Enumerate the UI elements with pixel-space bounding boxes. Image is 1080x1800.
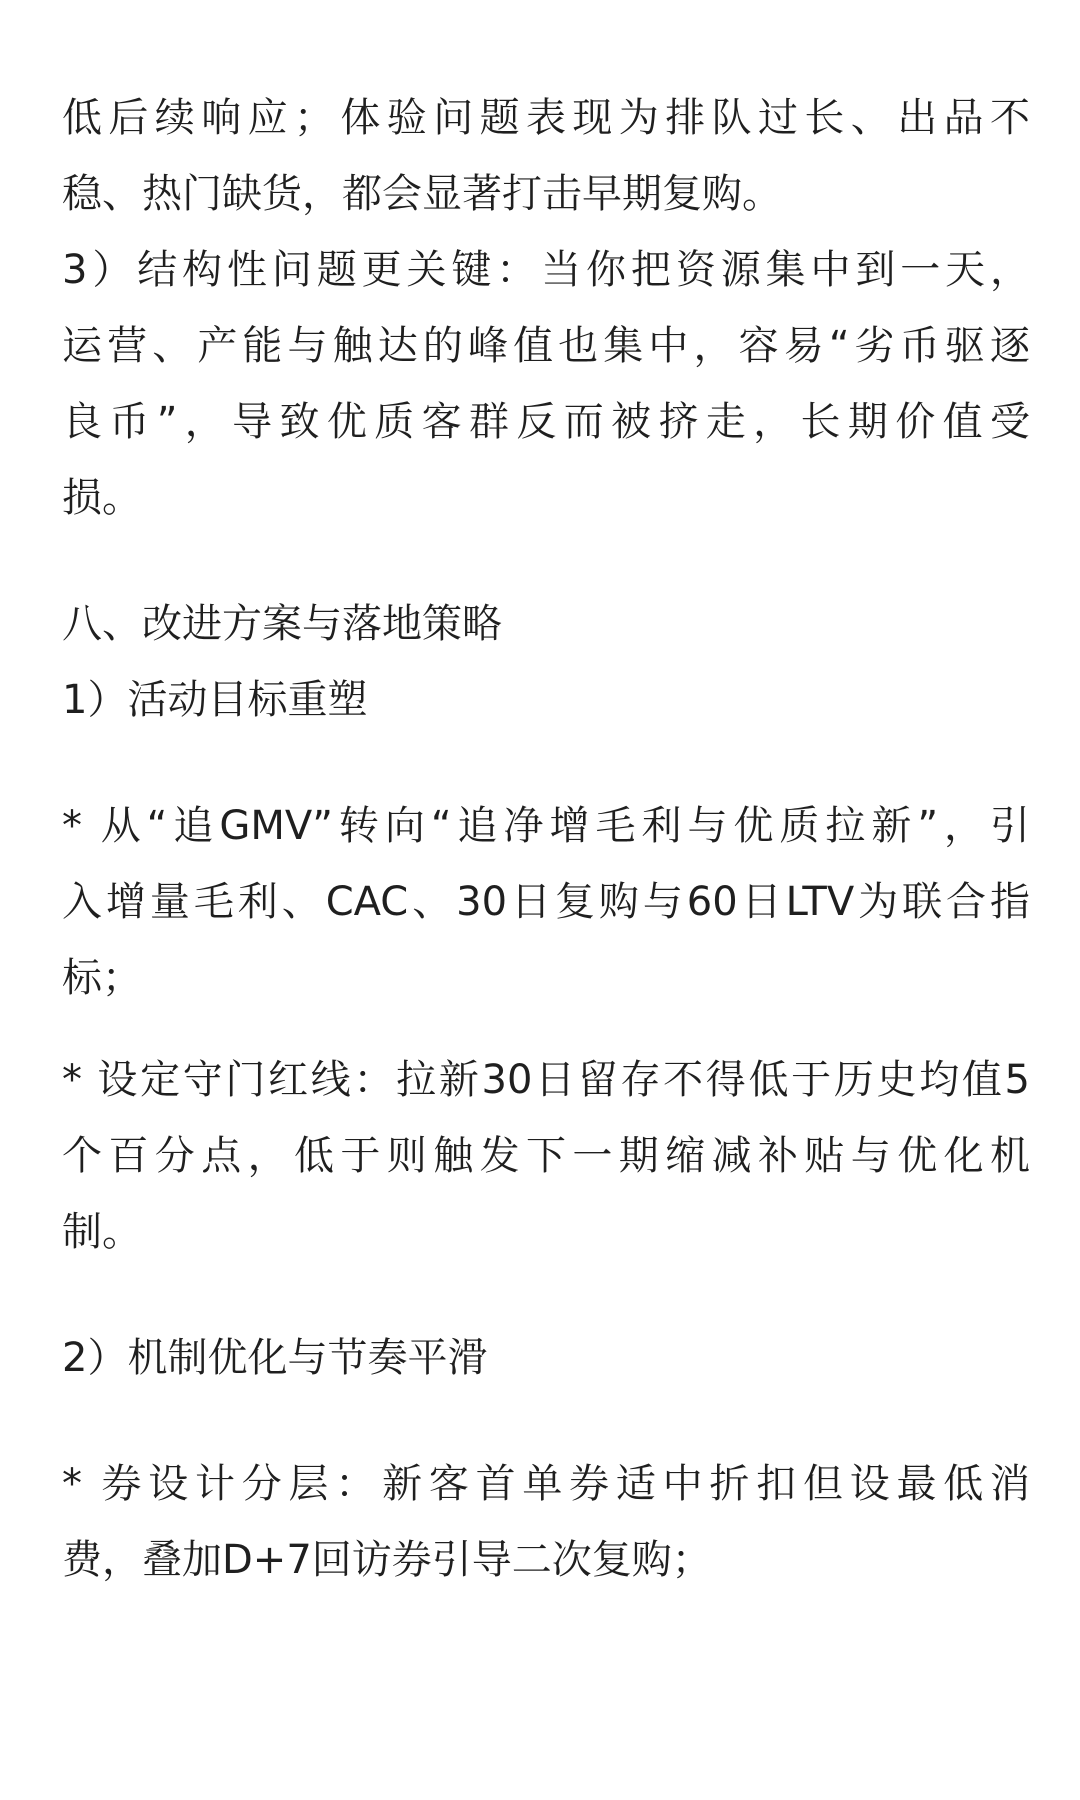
paragraph-line: 稳、热门缺货，都会显著打击早期复购。: [62, 171, 782, 217]
paragraph-line: 运营、产能与触达的峰值也集中，容易“劣币驱逐: [62, 323, 1030, 369]
bullet-line: 标；: [62, 955, 142, 1001]
bullet-line: 入增量毛利、CAC、30日复购与60日LTV为联合指: [62, 879, 1030, 925]
paragraph-line: 损。: [62, 475, 142, 521]
subheading: 2）机制优化与节奏平滑: [62, 1335, 488, 1381]
bullet-line: 费，叠加D+7回访券引导二次复购；: [62, 1537, 712, 1583]
paragraph-line: 良币”，导致优质客群反而被挤走，长期价值受: [62, 399, 1030, 445]
paragraph-line: 3）结构性问题更关键：当你把资源集中到一天，: [62, 247, 1030, 293]
paragraph-line: 低后续响应；体验问题表现为排队过长、出品不: [62, 95, 1030, 141]
bullet-line: * 券设计分层：新客首单券适中折扣但设最低消: [62, 1461, 1030, 1507]
bullet-line: * 从“追GMV”转向“追净增毛利与优质拉新”，引: [62, 803, 1030, 849]
bullet-line: 制。: [62, 1209, 142, 1255]
bullet-line: 个百分点，低于则触发下一期缩减补贴与优化机: [62, 1133, 1030, 1179]
section-heading: 八、改进方案与落地策略: [62, 601, 502, 647]
subheading: 1）活动目标重塑: [62, 677, 368, 723]
bullet-line: * 设定守门红线：拉新30日留存不得低于历史均值5: [62, 1057, 1030, 1103]
